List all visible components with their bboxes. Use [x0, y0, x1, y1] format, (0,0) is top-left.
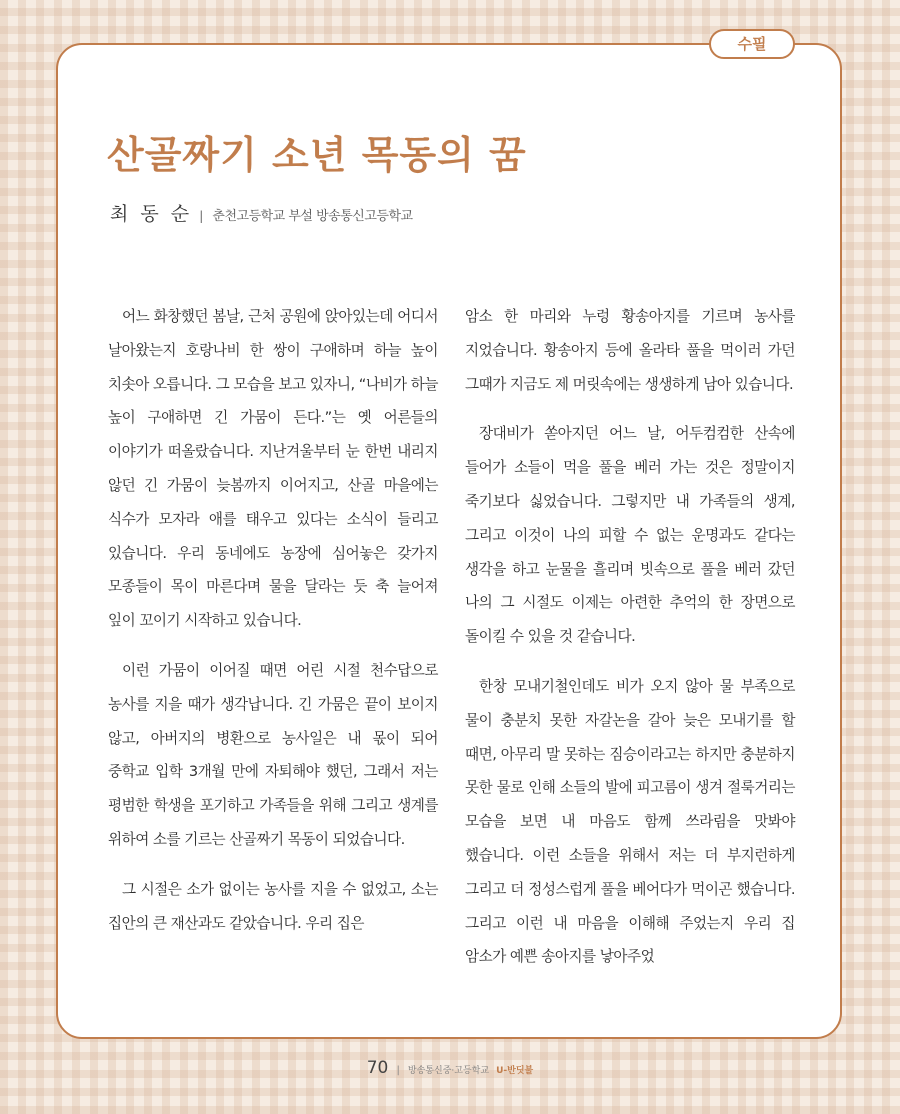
left-column — [108, 300, 438, 956]
article-title: 산골짜기 소년 목동의 꿈 — [107, 132, 527, 177]
byline — [110, 200, 413, 231]
paragraph: 그 시절은 소가 없이는 농사를 지을 수 없었고, 소는 집안의 큰 재산과도 같았습니다. 우리 집은 — [108, 880, 438, 932]
footer-school: 방송통신중·고등학교 — [407, 1066, 490, 1076]
category-badge: 수필 — [709, 29, 795, 59]
paragraph: 어느 화창했던 봄날, 근처 공원에 앉아있는데 어디서 날아왔는지 호랑나비 한 쌍이 구애하며 하늘 높이 치솟아 오릅니다. 그 모습을 보고 있자니, “나비가 하늘 높이 구애하면 긴 가뭄이 든다.”는 옛 어른들의 이야기가 떠올랐습니다. 지난겨울부터 눈 한번 내리지 않던 긴 가뭄이 늦봄까지 이어지고, 산골 마을에는 식수가 모자라 애를 태우고 있다는 소식이 들리고 있습니다. 우리 동네에도 농장에 심어놓은 갖가지 모종들이 목이 마른다며 물을 달라는 듯 축 늘어져 잎이 꼬이기 시작하고 있습니다. — [108, 308, 438, 630]
page-footer — [0, 1056, 900, 1083]
author-affiliation: 춘천고등학교 부설 방송통신고등학교 — [212, 209, 413, 224]
footer-separator: | — [396, 1065, 400, 1076]
right-column — [465, 300, 795, 990]
paragraph: 한창 모내기철인데도 비가 오지 않아 물 부족으로 물이 충분치 못한 자갈논을 갈아 늦은 모내기를 할 때면, 아무리 말 못하는 짐승이라고는 하지만 충분하지 못한 물로 인해 소들의 발에 피고름이 생겨 절룩거리는 모습을 보면 내 마음도 함께 쓰라림을 맛봐야 했습니다. 이런 소들을 위해서 저는 더 부지런하게 그리고 더 정성스럽게 풀을 베어다가 먹이곤 했습니다. 그리고 이런 내 마음을 이해해 주었는지 우리 집 암소가 예쁜 송아지를 낳아주었 — [465, 677, 795, 966]
paragraph: 이런 가뭄이 이어질 때면 어린 시절 천수답으로 농사를 지을 때가 생각납니다. 긴 가뭄은 끝이 보이지 않고, 아버지의 병환으로 농사일은 내 몫이 되어 중학교 입학 3개월 만에 자퇴해야 했던, 그래서 저는 평범한 학생을 포기하고 가족들을 위해 그리고 생계를 위하여 소를 기르는 산골짜기 목동이 되었습니다. — [108, 661, 438, 848]
paragraph: 장대비가 쏟아지던 어느 날, 어두컴컴한 산속에 들어가 소들이 먹을 풀을 베러 가는 것은 정말이지 죽기보다 싫었습니다. 그렇지만 내 가족들의 생계, 그리고 이것이 나의 피할 수 없는 운명과도 같다는 생각을 하고 눈물을 흘리며 빗속으로 풀을 베러 갔던 나의 그 시절도 이제는 아련한 추억의 한 장면으로 돌이킬 수 있을 것 같습니다. — [465, 425, 795, 646]
author-name: 최 동 순 — [110, 203, 193, 225]
page-number: 70 — [366, 1058, 389, 1078]
paragraph: 암소 한 마리와 누렁 황송아지를 기르며 농사를 지었습니다. 황송아지 등에 올라타 풀을 먹이러 가던 그때가 지금도 제 머릿속에는 생생하게 남아 있습니다. — [465, 308, 795, 393]
footer-magazine: U-반딧불 — [496, 1066, 534, 1076]
byline-separator: | — [199, 209, 204, 223]
